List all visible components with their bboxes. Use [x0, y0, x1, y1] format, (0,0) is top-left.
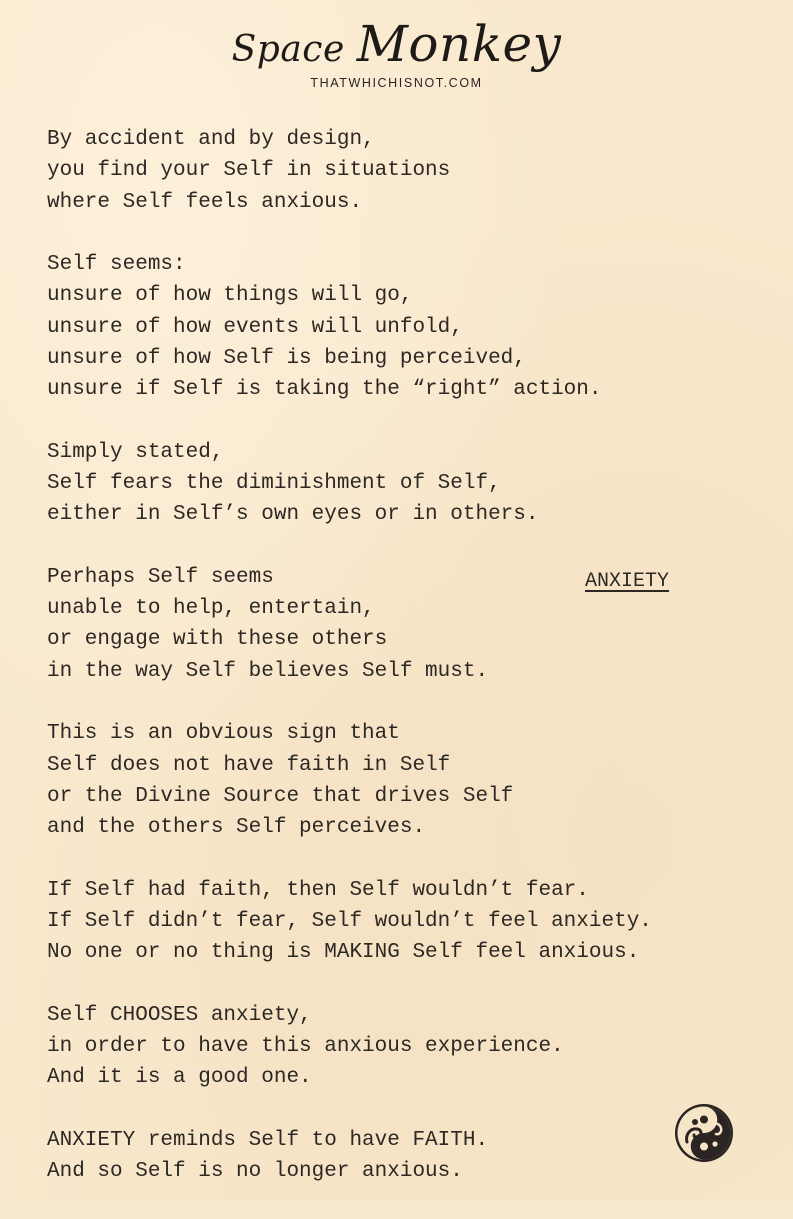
poem-line: unable to help, entertain,: [47, 597, 375, 621]
stanza: [47, 562, 767, 687]
poem-line: in the way Self believes Self must.: [47, 659, 489, 683]
brand-word-space: Space: [231, 29, 345, 70]
poem-line: If Self didn’t fear, Self wouldn’t feel anxiety.: [47, 909, 652, 933]
brand-title: [0, 15, 793, 73]
poem-line: unsure of how things will go,: [47, 284, 413, 308]
poem-line: Perhaps Self seems: [47, 565, 274, 589]
stanza: [47, 249, 767, 405]
poem-line: either in Self’s own eyes or in others.: [47, 503, 539, 527]
stanza: [47, 1125, 767, 1188]
poem-line: Simply stated,: [47, 440, 224, 464]
poem-line: This is an obvious sign that: [47, 722, 400, 746]
poem-line: Self does not have faith in Self: [47, 753, 451, 777]
poem-line: By accident and by design,: [47, 128, 375, 151]
poem-line: or the Divine Source that drives Self: [47, 784, 514, 808]
poem-line: and the others Self perceives.: [47, 816, 426, 840]
poem-line: unsure of how events will unfold,: [47, 315, 463, 339]
poem-body: [47, 124, 767, 1219]
stanza: [47, 437, 767, 531]
poem-line: And so Self is no longer anxious.: [47, 1160, 463, 1184]
stanza: [47, 124, 767, 218]
header: [0, 15, 793, 90]
poem-line: And it is a good one.: [47, 1066, 312, 1090]
stanza: [47, 718, 767, 843]
stanza: [47, 875, 767, 969]
poem-line: Self CHOOSES anxiety,: [47, 1003, 312, 1027]
stanza: [47, 1000, 767, 1094]
poem-line: No one or no thing is MAKING Self feel anxious.: [47, 941, 640, 965]
site-url: THATWHICHISNOT.COM: [310, 76, 483, 90]
poem-line: in order to have this anxious experience.: [47, 1034, 564, 1058]
brand-word-monkey: Monkey: [356, 15, 562, 73]
poem-line: Self fears the diminishment of Self,: [47, 472, 501, 496]
poem-title: ANXIETY: [585, 570, 670, 593]
poem-line: or engage with these others: [47, 628, 388, 652]
poem-line: where Self feels anxious.: [47, 190, 363, 214]
poem-line: ANXIETY reminds Self to have FAITH.: [47, 1128, 489, 1152]
yin-yang-monkey-icon: [673, 1102, 735, 1164]
poem-line: If Self had faith, then Self wouldn’t fear.: [47, 878, 589, 902]
poem-line: unsure of how Self is being perceived,: [47, 346, 526, 370]
poem-line: unsure if Self is taking the “right” action.: [47, 378, 602, 402]
poem-line: Self seems:: [47, 253, 186, 277]
poem-line: you find your Self in situations: [47, 159, 451, 183]
